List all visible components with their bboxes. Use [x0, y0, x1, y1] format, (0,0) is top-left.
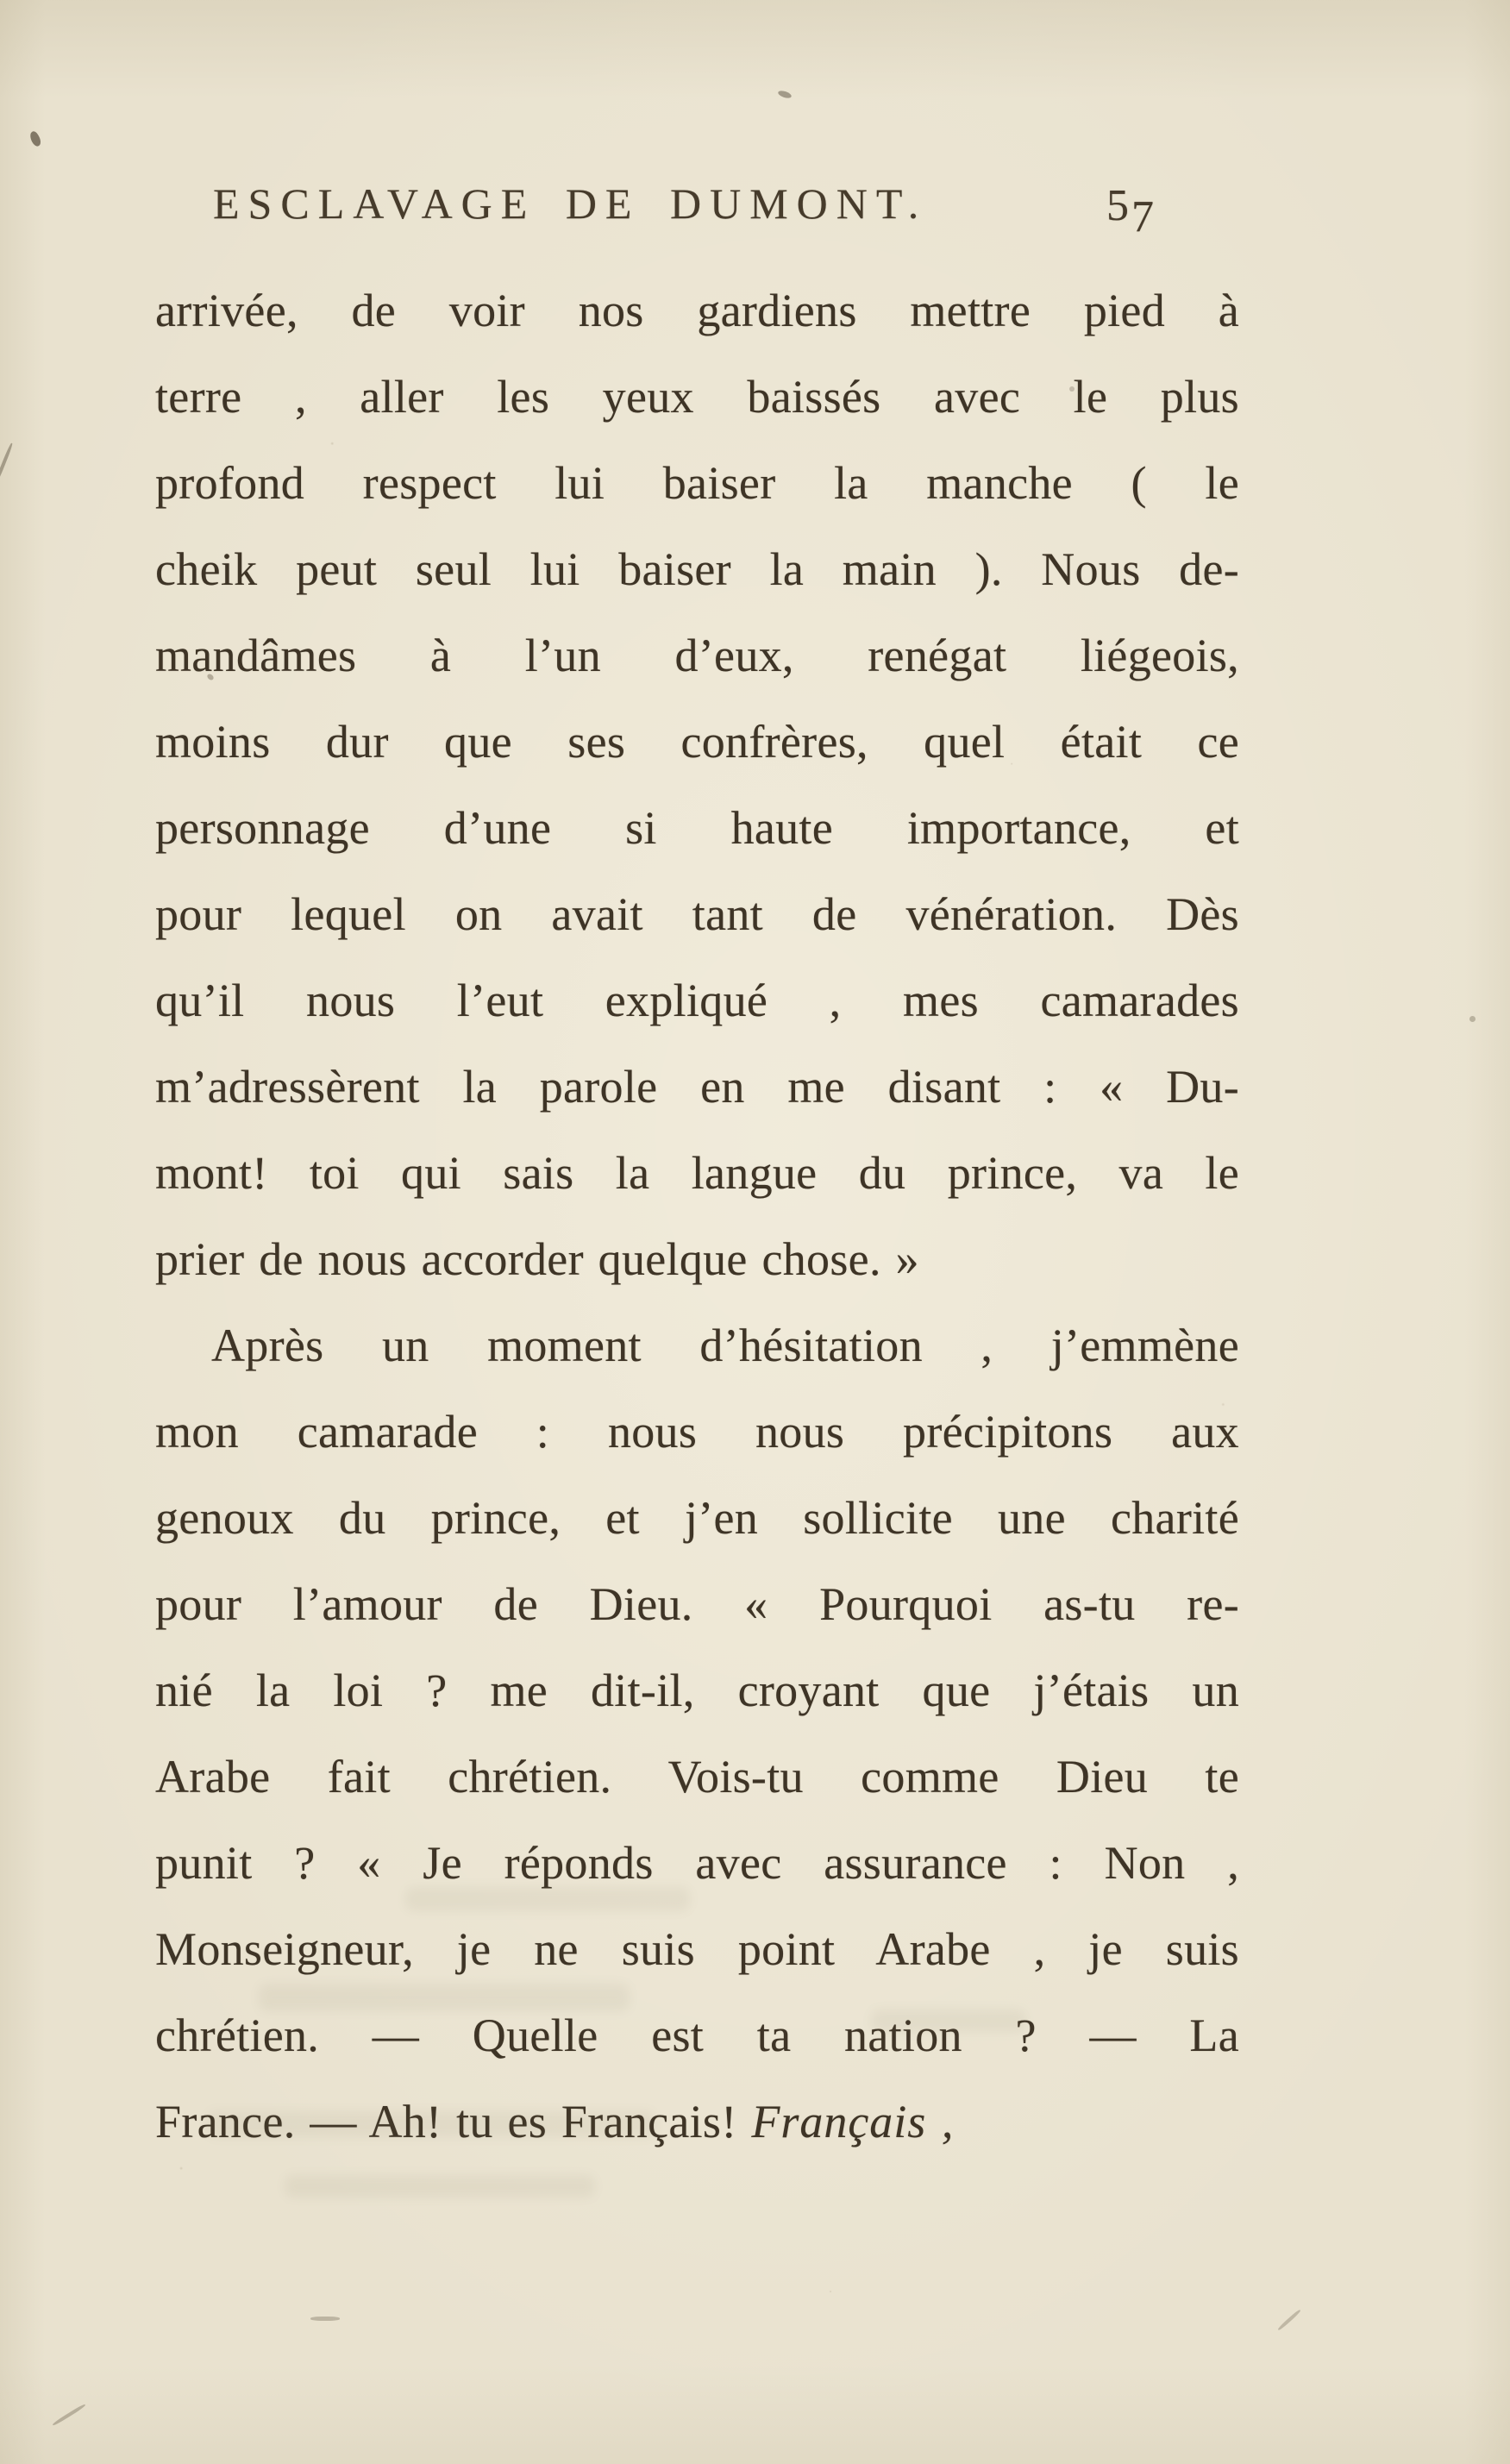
text-line: mandâmes à l’un d’eux, renégat liégeois,: [155, 630, 1239, 681]
paper-speck: [1277, 2309, 1301, 2331]
paper-speck: [310, 2317, 340, 2321]
text-line: profond respect lui baiser la manche ( le: [155, 457, 1239, 509]
body-text: [155, 267, 1239, 2165]
text-line: France. — Ah! tu es Français! Français ,: [155, 2096, 955, 2147]
text-line: Monseigneur, je ne suis point Arabe , je suis: [155, 1923, 1239, 1975]
text-line: punit ? « Je réponds avec assurance : Non ,: [155, 1837, 1239, 1889]
paper-speck: [0, 442, 14, 486]
paper-speck: [1469, 1016, 1476, 1022]
text-line: qu’il nous l’eut expliqué , mes camarades: [155, 975, 1239, 1026]
text-line: terre , aller les yeux baissés avec le plus: [155, 371, 1239, 423]
text-line: cheik peut seul lui baiser la main ). Nous de-: [155, 543, 1239, 595]
text-line: pour lequel on avait tant de vénération. Dès: [155, 888, 1239, 940]
running-head-title: ESCLAVAGE DE DUMONT.: [213, 179, 928, 228]
page-number-digit: 7: [1131, 192, 1156, 241]
text-line: mon camarade : nous nous précipitons aux: [155, 1406, 1239, 1458]
italic-word: Français ,: [751, 2096, 955, 2147]
text-line: arrivée, de voir nos gardiens mettre pied à: [155, 285, 1239, 336]
text-line: prier de nous accorder quelque chose. »: [155, 1233, 919, 1285]
page-number-digit: 5: [1106, 181, 1131, 230]
text-line: nié la loi ? me dit-il, croyant que j’étais un: [155, 1665, 1239, 1716]
text-line: Arabe fait chrétien. Vois-tu comme Dieu te: [155, 1751, 1239, 1803]
paper-speck: [28, 130, 42, 148]
text-line: moins dur que ses confrères, quel était ce: [155, 716, 1239, 768]
text-line: mont! toi qui sais la langue du prince, va le: [155, 1147, 1239, 1199]
paper-speck: [777, 90, 792, 100]
text-line: genoux du prince, et j’en sollicite une charité: [155, 1492, 1239, 1544]
paper-speck: [52, 2404, 85, 2427]
text-line: chrétien. — Quelle est ta nation ? — La: [155, 2009, 1239, 2061]
text-line: m’adressèrent la parole en me disant : « Du-: [155, 1061, 1239, 1113]
bleed-through-mark: [285, 2175, 595, 2198]
text-line: Après un moment d’hésitation , j’emmène: [211, 1320, 1239, 1371]
page-number: [1106, 180, 1156, 241]
text-line: pour l’amour de Dieu. « Pourquoi as-tu re-: [155, 1578, 1239, 1630]
text-line: personnage d’une si haute importance, et: [155, 802, 1239, 854]
